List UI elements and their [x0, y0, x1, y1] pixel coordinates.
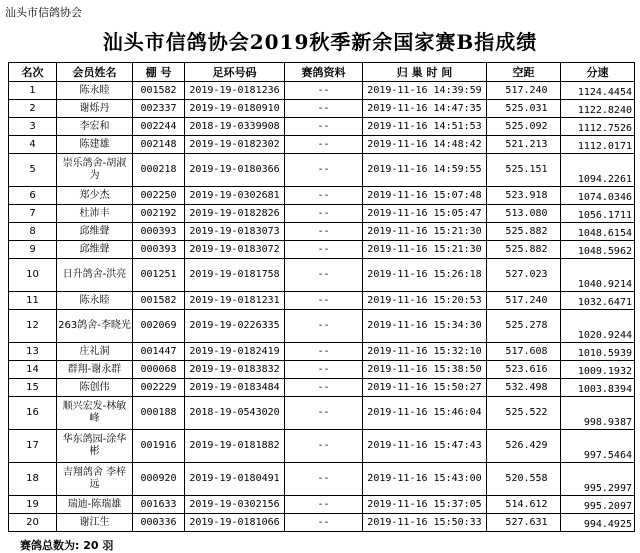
speed-cell: 995.2997 — [561, 463, 635, 496]
pigeon-info-cell: -- — [285, 82, 363, 100]
pigeon-info-cell: -- — [285, 430, 363, 463]
distance-cell: 525.882 — [487, 241, 561, 259]
speed-cell: 1040.9214 — [561, 259, 635, 292]
distance-cell: 527.023 — [487, 259, 561, 292]
arrival-time-cell: 2019-11-16 14:39:59 — [363, 82, 487, 100]
rank-cell: 10 — [9, 259, 57, 292]
distance-cell: 513.080 — [487, 205, 561, 223]
rank-cell: 9 — [9, 241, 57, 259]
arrival-time-cell: 2019-11-16 15:50:33 — [363, 514, 487, 532]
distance-cell: 521.213 — [487, 136, 561, 154]
member-name-cell: 谢江生 — [57, 514, 133, 532]
pigeon-info-cell: -- — [285, 187, 363, 205]
table-row — [9, 241, 635, 259]
arrival-time-cell: 2019-11-16 15:32:10 — [363, 343, 487, 361]
member-name-cell: 日升鸽舍-洪亮 — [57, 259, 133, 292]
distance-cell: 517.240 — [487, 82, 561, 100]
ring-number-cell: 2019-19-0181066 — [185, 514, 285, 532]
loft-number-cell: 002337 — [133, 100, 185, 118]
ring-number-cell: 2019-19-0226335 — [185, 310, 285, 343]
column-header-speed: 分速 — [561, 63, 635, 82]
member-name-cell: 瑞迪-陈瑞雄 — [57, 496, 133, 514]
rank-cell: 2 — [9, 100, 57, 118]
loft-number-cell: 000393 — [133, 241, 185, 259]
arrival-time-cell: 2019-11-16 15:43:00 — [363, 463, 487, 496]
loft-number-cell: 000920 — [133, 463, 185, 496]
column-header-loft: 棚 号 — [133, 63, 185, 82]
arrival-time-cell: 2019-11-16 15:37:05 — [363, 496, 487, 514]
table-row — [9, 259, 635, 292]
loft-number-cell: 000188 — [133, 397, 185, 430]
column-header-pigeon-info: 赛鸽资料 — [285, 63, 363, 82]
column-header-ring: 足环号码 — [185, 63, 285, 82]
ring-number-cell: 2019-19-0180366 — [185, 154, 285, 187]
ring-number-cell: 2019-19-0180491 — [185, 463, 285, 496]
loft-number-cell: 000336 — [133, 514, 185, 532]
speed-cell: 1094.2261 — [561, 154, 635, 187]
ring-number-cell: 2019-19-0182419 — [185, 343, 285, 361]
ring-number-cell: 2019-19-0182302 — [185, 136, 285, 154]
rank-cell: 16 — [9, 397, 57, 430]
pigeon-info-cell: -- — [285, 118, 363, 136]
ring-number-cell: 2019-19-0180910 — [185, 100, 285, 118]
rank-cell: 18 — [9, 463, 57, 496]
speed-cell: 1048.6154 — [561, 223, 635, 241]
distance-cell: 532.498 — [487, 379, 561, 397]
table-row — [9, 154, 635, 187]
table-row — [9, 187, 635, 205]
table-row — [9, 82, 635, 100]
member-name-cell: 杜沛丰 — [57, 205, 133, 223]
table-row — [9, 379, 635, 397]
arrival-time-cell: 2019-11-16 15:47:43 — [363, 430, 487, 463]
column-header-member-name: 会员姓名 — [57, 63, 133, 82]
ring-number-cell: 2019-19-0182826 — [185, 205, 285, 223]
speed-cell: 1056.1711 — [561, 205, 635, 223]
rank-cell: 5 — [9, 154, 57, 187]
pigeon-info-cell: -- — [285, 310, 363, 343]
rank-cell: 6 — [9, 187, 57, 205]
speed-cell: 994.4925 — [561, 514, 635, 532]
rank-cell: 7 — [9, 205, 57, 223]
ring-number-cell: 2019-19-0302681 — [185, 187, 285, 205]
loft-number-cell: 001447 — [133, 343, 185, 361]
arrival-time-cell: 2019-11-16 15:34:30 — [363, 310, 487, 343]
pigeon-info-cell: -- — [285, 205, 363, 223]
table-row — [9, 397, 635, 430]
rank-cell: 14 — [9, 361, 57, 379]
distance-cell: 517.240 — [487, 292, 561, 310]
table-row — [9, 136, 635, 154]
member-name-cell: 群翔-谢永群 — [57, 361, 133, 379]
member-name-cell: 263鸽舍-李晓光 — [57, 310, 133, 343]
column-header-arrival-time: 归 巢 时 间 — [363, 63, 487, 82]
pigeon-info-cell: -- — [285, 136, 363, 154]
speed-cell: 995.2097 — [561, 496, 635, 514]
rank-cell: 8 — [9, 223, 57, 241]
rank-cell: 12 — [9, 310, 57, 343]
pigeon-info-cell: -- — [285, 496, 363, 514]
column-header-rank: 名次 — [9, 63, 57, 82]
loft-number-cell: 001633 — [133, 496, 185, 514]
member-name-cell: 邱维聲 — [57, 241, 133, 259]
distance-cell: 525.882 — [487, 223, 561, 241]
pigeon-info-cell: -- — [285, 397, 363, 430]
speed-cell: 1003.8394 — [561, 379, 635, 397]
table-row — [9, 100, 635, 118]
speed-cell: 1009.1932 — [561, 361, 635, 379]
speed-cell: 997.5464 — [561, 430, 635, 463]
rank-cell: 20 — [9, 514, 57, 532]
arrival-time-cell: 2019-11-16 15:21:30 — [363, 241, 487, 259]
rank-cell: 19 — [9, 496, 57, 514]
distance-cell: 523.616 — [487, 361, 561, 379]
page-title: 汕头市信鸽协会2019秋季新余国家赛B指成绩 — [102, 30, 538, 54]
pigeon-info-cell: -- — [285, 379, 363, 397]
pigeon-info-cell: -- — [285, 514, 363, 532]
arrival-time-cell: 2019-11-16 14:47:35 — [363, 100, 487, 118]
rank-cell: 3 — [9, 118, 57, 136]
column-header-distance: 空距 — [487, 63, 561, 82]
rank-cell: 4 — [9, 136, 57, 154]
arrival-time-cell: 2019-11-16 15:20:53 — [363, 292, 487, 310]
rank-cell: 15 — [9, 379, 57, 397]
speed-cell: 1010.5939 — [561, 343, 635, 361]
member-name-cell: 庄礼洞 — [57, 343, 133, 361]
speed-cell: 1074.0346 — [561, 187, 635, 205]
ring-number-cell: 2019-19-0183832 — [185, 361, 285, 379]
loft-number-cell: 002148 — [133, 136, 185, 154]
member-name-cell: 陈永睦 — [57, 292, 133, 310]
distance-cell: 525.092 — [487, 118, 561, 136]
rank-cell: 17 — [9, 430, 57, 463]
distance-cell: 525.278 — [487, 310, 561, 343]
pigeon-info-cell: -- — [285, 241, 363, 259]
pigeon-info-cell: -- — [285, 361, 363, 379]
member-name-cell: 李宏和 — [57, 118, 133, 136]
table-row — [9, 343, 635, 361]
loft-number-cell: 001582 — [133, 292, 185, 310]
table-row — [9, 430, 635, 463]
member-name-cell: 陈建雄 — [57, 136, 133, 154]
table-row — [9, 361, 635, 379]
member-name-cell: 邱维聲 — [57, 223, 133, 241]
loft-number-cell: 002250 — [133, 187, 185, 205]
member-name-cell: 谢烁丹 — [57, 100, 133, 118]
distance-cell: 520.558 — [487, 463, 561, 496]
results-table — [8, 62, 635, 532]
loft-number-cell: 002229 — [133, 379, 185, 397]
ring-number-cell: 2019-19-0181882 — [185, 430, 285, 463]
pigeon-info-cell: -- — [285, 259, 363, 292]
ring-number-cell: 2019-19-0183072 — [185, 241, 285, 259]
pigeon-info-cell: -- — [285, 223, 363, 241]
member-name-cell: 华东鸽园-涂华彬 — [57, 430, 133, 463]
loft-number-cell: 002244 — [133, 118, 185, 136]
arrival-time-cell: 2019-11-16 15:38:50 — [363, 361, 487, 379]
speed-cell: 1124.4454 — [561, 82, 635, 100]
loft-number-cell: 000393 — [133, 223, 185, 241]
loft-number-cell: 000068 — [133, 361, 185, 379]
speed-cell: 1112.0171 — [561, 136, 635, 154]
speed-cell: 1020.9244 — [561, 310, 635, 343]
member-name-cell: 陈永睦 — [57, 82, 133, 100]
speed-cell: 1032.6471 — [561, 292, 635, 310]
arrival-time-cell: 2019-11-16 15:46:04 — [363, 397, 487, 430]
distance-cell: 523.918 — [487, 187, 561, 205]
distance-cell: 514.612 — [487, 496, 561, 514]
member-name-cell: 崇乐鸽舍-胡淑为 — [57, 154, 133, 187]
loft-number-cell: 000218 — [133, 154, 185, 187]
table-row — [9, 514, 635, 532]
pigeon-info-cell: -- — [285, 292, 363, 310]
loft-number-cell: 002069 — [133, 310, 185, 343]
ring-number-cell: 2019-19-0181758 — [185, 259, 285, 292]
member-name-cell: 郑少杰 — [57, 187, 133, 205]
distance-cell: 526.429 — [487, 430, 561, 463]
rank-cell: 1 — [9, 82, 57, 100]
ring-number-cell: 2019-19-0183484 — [185, 379, 285, 397]
ring-number-cell: 2018-19-0543020 — [185, 397, 285, 430]
arrival-time-cell: 2019-11-16 14:59:55 — [363, 154, 487, 187]
loft-number-cell: 001251 — [133, 259, 185, 292]
table-row — [9, 205, 635, 223]
member-name-cell: 吉翔鸽舍 李梓远 — [57, 463, 133, 496]
arrival-time-cell: 2019-11-16 15:07:48 — [363, 187, 487, 205]
table-row — [9, 463, 635, 496]
ring-number-cell: 2019-19-0183073 — [185, 223, 285, 241]
distance-cell: 525.522 — [487, 397, 561, 430]
distance-cell: 527.631 — [487, 514, 561, 532]
loft-number-cell: 001916 — [133, 430, 185, 463]
table-row — [9, 310, 635, 343]
ring-number-cell: 2018-19-0339908 — [185, 118, 285, 136]
rank-cell: 13 — [9, 343, 57, 361]
arrival-time-cell: 2019-11-16 15:21:30 — [363, 223, 487, 241]
arrival-time-cell: 2019-11-16 15:05:47 — [363, 205, 487, 223]
loft-number-cell: 002192 — [133, 205, 185, 223]
distance-cell: 517.608 — [487, 343, 561, 361]
member-name-cell: 陈创伟 — [57, 379, 133, 397]
speed-cell: 1048.5962 — [561, 241, 635, 259]
table-row — [9, 496, 635, 514]
table-header-row — [9, 63, 635, 82]
total-count: 赛鸽总数为: 20 羽 — [20, 539, 114, 552]
speed-cell: 1112.7526 — [561, 118, 635, 136]
pigeon-info-cell: -- — [285, 463, 363, 496]
rank-cell: 11 — [9, 292, 57, 310]
pigeon-info-cell: -- — [285, 343, 363, 361]
pigeon-info-cell: -- — [285, 154, 363, 187]
table-row — [9, 292, 635, 310]
ring-number-cell: 2019-19-0181231 — [185, 292, 285, 310]
loft-number-cell: 001582 — [133, 82, 185, 100]
arrival-time-cell: 2019-11-16 15:26:18 — [363, 259, 487, 292]
member-name-cell: 顺兴宏发-林敏峰 — [57, 397, 133, 430]
arrival-time-cell: 2019-11-16 15:50:27 — [363, 379, 487, 397]
distance-cell: 525.031 — [487, 100, 561, 118]
arrival-time-cell: 2019-11-16 14:48:42 — [363, 136, 487, 154]
table-row — [9, 118, 635, 136]
speed-cell: 998.9387 — [561, 397, 635, 430]
pigeon-info-cell: -- — [285, 100, 363, 118]
organization-label: 汕头市信鸽协会 — [5, 6, 82, 19]
table-row — [9, 223, 635, 241]
speed-cell: 1122.8240 — [561, 100, 635, 118]
ring-number-cell: 2019-19-0181236 — [185, 82, 285, 100]
distance-cell: 525.151 — [487, 154, 561, 187]
arrival-time-cell: 2019-11-16 14:51:53 — [363, 118, 487, 136]
ring-number-cell: 2019-19-0302156 — [185, 496, 285, 514]
